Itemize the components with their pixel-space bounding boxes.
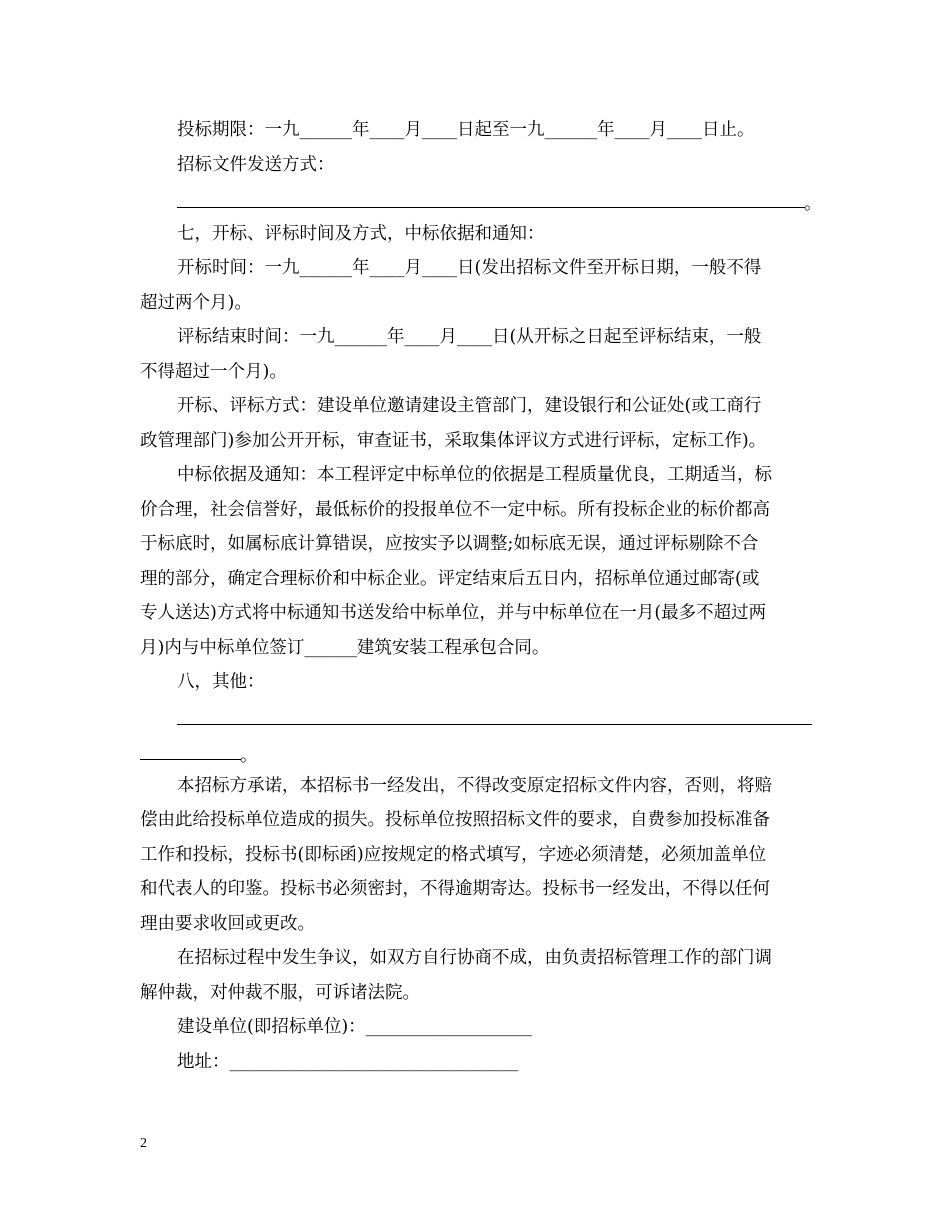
basis-line-cont: 价合理，社会信誉好，最低标价的投报单位不一定中标。所有投标企业的标价都高 bbox=[140, 499, 770, 520]
document-body bbox=[140, 113, 822, 1079]
promise-line-cont: 偿由此给投标单位造成的损失。投标单位按照招标文件的要求，自费参加投标准备 bbox=[140, 810, 770, 830]
basis-line: 中标依据及通知：本工程评定中标单位的依据是工程质量优良，工期适当，标 bbox=[177, 465, 772, 485]
blank-rule bbox=[177, 207, 805, 208]
basis-line-cont: 于标底时，如属标底计算错误，应按实予以调整;如标底无误，通过评标剔除不合 bbox=[140, 534, 759, 554]
send-method-blank bbox=[140, 182, 822, 217]
promise-line: 本招标方承诺，本招标书一经发出，不得改变原定招标文件内容，否则，将赔 bbox=[177, 775, 772, 796]
blank-period: 。 bbox=[804, 193, 822, 214]
section7-heading: 七，开标、评标时间及方式，中标依据和通知： bbox=[177, 223, 545, 244]
bid-period-line: 投标期限：一九______年____月____日起至一九______年____月____日止。 bbox=[177, 120, 755, 140]
blank-rule bbox=[177, 724, 812, 725]
blank-period: 。 bbox=[240, 745, 258, 766]
eval-end-line-cont: 不得超过一个月)。 bbox=[140, 361, 287, 382]
address-field: 地址：_________________________________ bbox=[177, 1051, 519, 1072]
method-line: 开标、评标方式：建设单位邀请建设主管部门，建设银行和公证处(或工商行 bbox=[177, 396, 762, 416]
open-time-line-cont: 超过两个月)。 bbox=[140, 292, 252, 313]
section8-heading: 八，其他： bbox=[177, 672, 265, 692]
promise-line-cont: 工作和投标，投标书(即标函)应按规定的格式填写，字迹必须清楚，必须加盖单位 bbox=[140, 844, 767, 865]
promise-line-cont: 和代表人的印鉴。投标书必须密封，不得逾期寄达。投标书一经发出，不得以任何 bbox=[140, 879, 770, 899]
send-method-line: 招标文件发送方式： bbox=[177, 154, 335, 175]
dispute-line: 在招标过程中发生争议，如双方自行协商不成，由负责招标管理工作的部门调 bbox=[177, 948, 772, 968]
dispute-line-cont: 解仲裁，对仲裁不服，可诉诸法院。 bbox=[140, 982, 420, 1003]
blank-rule bbox=[140, 759, 241, 760]
other-blank-2 bbox=[140, 734, 812, 769]
basis-line-cont: 专人送达)方式将中标通知书送发给中标单位，并与中标单位在一月(最多不超过两 bbox=[140, 603, 767, 623]
eval-end-line: 评标结束时间：一九______年____月____日(从开标之日起至评标结束，一般 bbox=[177, 327, 762, 347]
basis-line-cont: 月)内与中标单位签订______建筑安装工程承包合同。 bbox=[140, 637, 550, 658]
open-time-line: 开标时间：一九______年____月____日(发出招标文件至开标日期，一般不得 bbox=[177, 258, 762, 278]
page-number: 2 bbox=[140, 1136, 147, 1151]
owner-unit-field: 建设单位(即招标单位)：___________________ bbox=[177, 1017, 532, 1037]
other-blank-1 bbox=[140, 700, 812, 735]
basis-line-cont: 理的部分，确定合理标价和中标企业。评定结束后五日内，招标单位通过邮寄(或 bbox=[140, 568, 760, 589]
method-line-cont: 政管理部门)参加公开开标，审查证书，采取集体评议方式进行评标，定标工作)。 bbox=[140, 430, 767, 451]
promise-line-cont: 理由要求收回或更改。 bbox=[140, 913, 315, 934]
